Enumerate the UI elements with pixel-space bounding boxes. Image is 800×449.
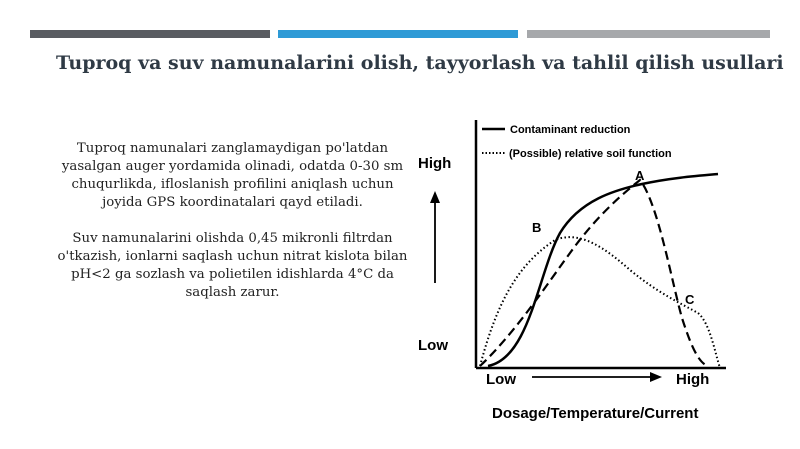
- x-label-high: High: [676, 371, 710, 388]
- point-label-a: A: [635, 168, 645, 183]
- curve-dashed: [480, 180, 708, 366]
- point-label-c: C: [685, 292, 695, 307]
- header-bar-blue: [278, 30, 518, 38]
- x-label-low: Low: [486, 371, 516, 388]
- x-axis-title: Dosage/Temperature/Current: [492, 405, 699, 422]
- body-text: [50, 140, 415, 320]
- paragraph-water-sampling: Suv namunalarini olishda 0,45 mikronli filtrdan o'tkazish, ionlarni saqlash uchun nitrat kislota bilan pH<2 ga sozlash va polietilen idishlarda 4°C da saqlash zarur.: [57, 231, 408, 300]
- point-label-b: B: [532, 220, 542, 235]
- curve-contaminant-reduction: [488, 174, 718, 366]
- y-label-high: High: [418, 155, 452, 172]
- legend-solid-label: Contaminant reduction: [510, 124, 631, 136]
- y-label-low: Low: [418, 337, 448, 354]
- slide-title: Tuproq va suv namunalarini olish, tayyorlash va tahlil qilish usullari: [56, 52, 784, 74]
- dose-response-diagram: [410, 108, 740, 428]
- legend-dotted-label: (Possible) relative soil function: [509, 148, 672, 160]
- header-bar-gray: [527, 30, 770, 38]
- curve-soil-function: [480, 237, 720, 368]
- header-bar-dark: [30, 30, 270, 38]
- paragraph-soil-sampling: Tuproq namunalari zanglamaydigan po'latdan yasalgan auger yordamida olinadi, odatda 0-30 sm chuqurlikda, ifloslanish profilini aniqlash uchun joyida GPS koordinatalari qayd etiladi.: [61, 141, 404, 210]
- x-arrow-head: [650, 372, 662, 382]
- y-arrow-head: [430, 191, 440, 203]
